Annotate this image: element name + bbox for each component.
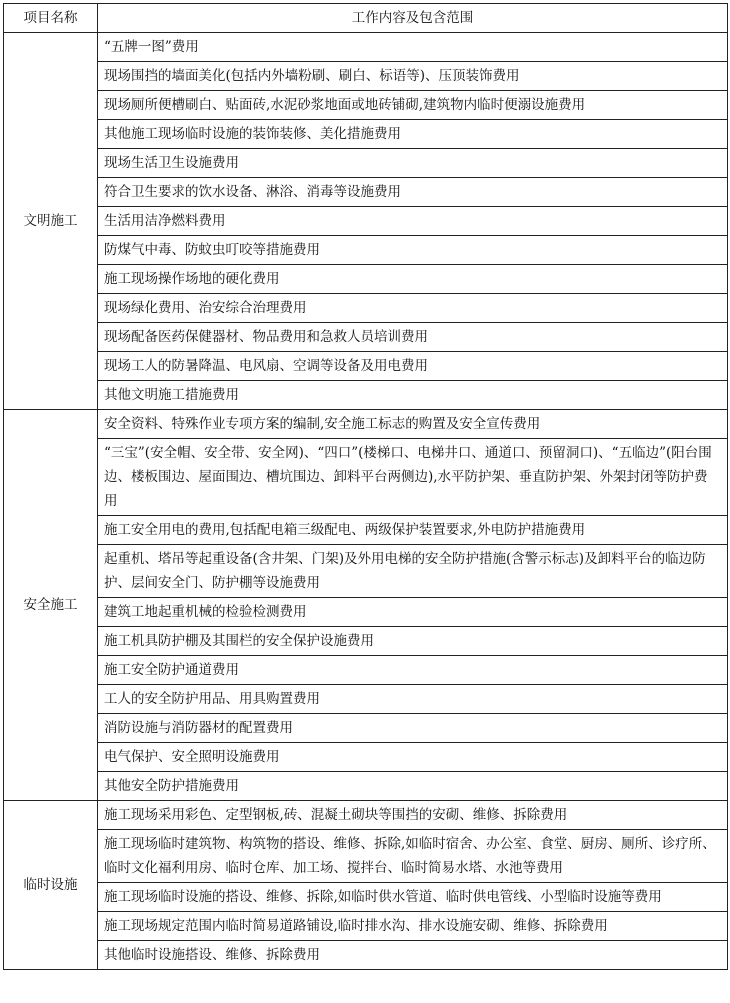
item-description-cell: 现场厕所便槽刷白、贴面砖,水泥砂浆地面或地砖铺砌,建筑物内临时便溺设施费用	[98, 91, 728, 120]
item-description-cell: 其他临时设施搭设、维修、拆除费用	[98, 941, 728, 970]
table-row	[4, 598, 728, 627]
table-row	[4, 178, 728, 207]
item-description-cell: 现场配备医药保健器材、物品费用和急救人员培训费用	[98, 323, 728, 352]
table-row	[4, 941, 728, 970]
table-row	[4, 801, 728, 830]
item-description-cell: 符合卫生要求的饮水设备、淋浴、消毒等设施费用	[98, 178, 728, 207]
table-row	[4, 656, 728, 685]
header-project-name: 项目名称	[4, 4, 98, 33]
table-row	[4, 33, 728, 62]
table-row	[4, 91, 728, 120]
table-row	[4, 714, 728, 743]
item-description-cell: 施工现场采用彩色、定型钢板,砖、混凝土砌块等围挡的安砌、维修、拆除费用	[98, 801, 728, 830]
item-description-cell: 现场围挡的墙面美化(包括内外墙粉刷、刷白、标语等)、压顶装饰费用	[98, 62, 728, 91]
item-description-cell: “三宝”(安全帽、安全带、安全网)、“四口”(楼梯口、电梯井口、通道口、预留洞口)、“五临边”(阳台围边、楼板围边、屋面围边、槽坑围边、卸料平台两侧边),水平防护架、垂直防护架、外架封闭等防护费用	[98, 439, 728, 516]
header-work-content: 工作内容及包含范围	[98, 4, 728, 33]
table-row	[4, 772, 728, 801]
item-description-cell: 现场工人的防暑降温、电风扇、空调等设备及用电费用	[98, 352, 728, 381]
item-description-cell: 生活用洁净燃料费用	[98, 207, 728, 236]
item-description-cell: 起重机、塔吊等起重设备(含井架、门架)及外用电梯的安全防护措施(含警示标志)及卸料平台的临边防护、层间安全门、防护棚等设施费用	[98, 545, 728, 598]
item-description-cell: 施工安全用电的费用,包括配电箱三级配电、两级保护装置要求,外电防护措施费用	[98, 516, 728, 545]
item-description-cell: 现场生活卫生设施费用	[98, 149, 728, 178]
item-description-cell: 现场绿化费用、治安综合治理费用	[98, 294, 728, 323]
table-row	[4, 323, 728, 352]
table-row	[4, 236, 728, 265]
table-row	[4, 149, 728, 178]
table-row	[4, 685, 728, 714]
item-description-cell: 施工机具防护棚及其围栏的安全保护设施费用	[98, 627, 728, 656]
table-row	[4, 830, 728, 883]
cost-scope-table	[3, 3, 728, 970]
item-description-cell: 安全资料、特殊作业专项方案的编制,安全施工标志的购置及安全宣传费用	[98, 410, 728, 439]
item-description-cell: 其他施工现场临时设施的装饰装修、美化措施费用	[98, 120, 728, 149]
item-description-cell: 建筑工地起重机械的检验检测费用	[98, 598, 728, 627]
table-row	[4, 265, 728, 294]
item-description-cell: 电气保护、安全照明设施费用	[98, 743, 728, 772]
table-row	[4, 410, 728, 439]
item-description-cell: 其他安全防护措施费用	[98, 772, 728, 801]
table-row	[4, 352, 728, 381]
table-row	[4, 439, 728, 516]
table-row	[4, 294, 728, 323]
table-row	[4, 912, 728, 941]
table-row	[4, 516, 728, 545]
item-description-cell: 施工现场临时设施的搭设、维修、拆除,如临时供水管道、临时供电管线、小型临时设施等费用	[98, 883, 728, 912]
table-row	[4, 743, 728, 772]
category-cell: 安全施工	[4, 410, 98, 801]
item-description-cell: 施工现场规定范围内临时简易道路铺设,临时排水沟、排水设施安砌、维修、拆除费用	[98, 912, 728, 941]
category-cell: 文明施工	[4, 33, 98, 410]
table-row	[4, 381, 728, 410]
table-body	[4, 33, 728, 970]
table-row	[4, 62, 728, 91]
item-description-cell: “五牌一图”费用	[98, 33, 728, 62]
item-description-cell: 消防设施与消防器材的配置费用	[98, 714, 728, 743]
table-row	[4, 627, 728, 656]
category-cell: 临时设施	[4, 801, 98, 970]
item-description-cell: 施工安全防护通道费用	[98, 656, 728, 685]
item-description-cell: 工人的安全防护用品、用具购置费用	[98, 685, 728, 714]
table-header-row	[4, 4, 728, 33]
item-description-cell: 防煤气中毒、防蚊虫叮咬等措施费用	[98, 236, 728, 265]
table-row	[4, 883, 728, 912]
item-description-cell: 施工现场操作场地的硬化费用	[98, 265, 728, 294]
table-row	[4, 207, 728, 236]
table-row	[4, 120, 728, 149]
item-description-cell: 其他文明施工措施费用	[98, 381, 728, 410]
table-row	[4, 545, 728, 598]
item-description-cell: 施工现场临时建筑物、构筑物的搭设、维修、拆除,如临时宿舍、办公室、食堂、厨房、厕所、诊疗所、临时文化福利用房、临时仓库、加工场、搅拌台、临时简易水塔、水池等费用	[98, 830, 728, 883]
